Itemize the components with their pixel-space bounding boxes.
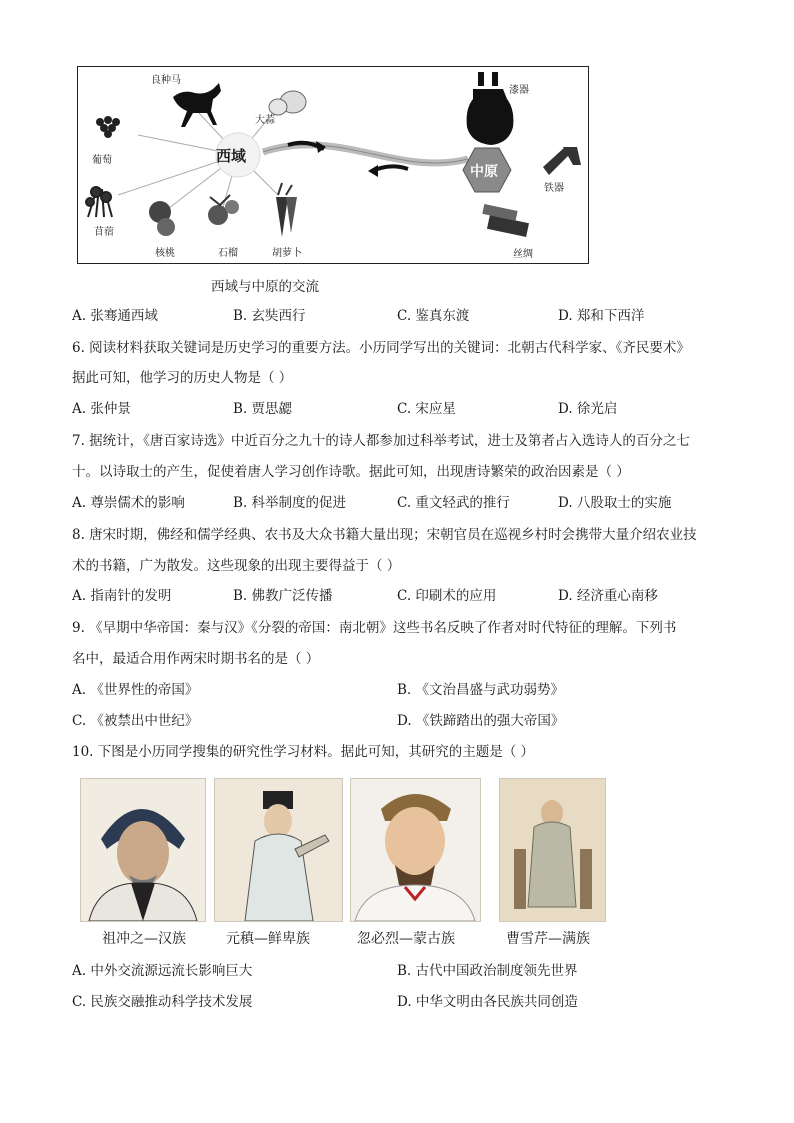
- q6-option-b[interactable]: B. 贾思勰: [233, 401, 293, 417]
- label-walnut: 核桃: [155, 248, 175, 259]
- carrot-icon: [276, 183, 297, 237]
- caption-zu-chongzhi: 祖冲之—汉族: [102, 931, 186, 947]
- q10-option-b[interactable]: B. 古代中国政治制度领先世界: [397, 963, 578, 979]
- label-garlic: 大蒜: [255, 115, 275, 126]
- q6-stem-line2: 据此可知，他学习的历史人物是（ ）: [72, 370, 293, 386]
- q6-option-c[interactable]: C. 宋应星: [397, 401, 456, 417]
- pomegranate-icon: [208, 195, 239, 225]
- q10-option-c[interactable]: C. 民族交融推动科学技术发展: [72, 994, 253, 1010]
- q8-stem-line1: 8. 唐宋时期，佛经和儒学经典、农书及大众书籍大量出现；宋朝官员在巡视乡村时会携带大量介绍农业技: [72, 527, 697, 543]
- grape-icon: [96, 116, 120, 138]
- label-pomegranate: 石榴: [218, 248, 238, 259]
- exchange-diagram: [77, 66, 589, 264]
- q8-option-b[interactable]: B. 佛教广泛传播: [233, 588, 333, 604]
- label-silk: 丝绸: [513, 249, 533, 260]
- label-central-plains: 中原: [470, 164, 498, 180]
- q7-option-d[interactable]: D. 八股取士的实施: [558, 495, 672, 511]
- label-carrot: 胡萝卜: [272, 248, 302, 259]
- caption-kublai-khan: 忽必烈—蒙古族: [357, 931, 455, 947]
- q6-option-a[interactable]: A. 张仲景: [72, 401, 131, 417]
- q5-option-b[interactable]: B. 玄奘西行: [233, 308, 306, 324]
- label-alfalfa: 苜蓿: [94, 227, 114, 238]
- q9-option-d[interactable]: D. 《铁蹄踏出的强大帝国》: [397, 713, 565, 729]
- q8-option-a[interactable]: A. 指南针的发明: [72, 588, 172, 604]
- label-lacquer: 漆器: [509, 85, 529, 96]
- q9-option-b[interactable]: B. 《文治昌盛与武功弱势》: [397, 682, 565, 698]
- q5-option-a[interactable]: A. 张骞通西域: [72, 308, 158, 324]
- silk-icon: [482, 204, 529, 237]
- q9-stem-line1: 9. 《早期中华帝国：秦与汉》《分裂的帝国：南北朝》这些书名反映了作者对时代特征的理解。下列书: [72, 620, 677, 636]
- caption-yuan-zhen: 元稹—鲜卑族: [226, 931, 310, 947]
- q6-stem-line1: 6. 阅读材料获取关键词是历史学习的重要方法。小历同学写出的关键词：北朝古代科学家、《齐民要术》: [72, 340, 690, 356]
- figure-caption: 西域与中原的交流: [211, 279, 319, 295]
- q7-stem-line2: 十。以诗取士的产生，促使着唐人学习创作诗歌。据此可知，出现唐诗繁荣的政治因素是（ ）: [72, 464, 630, 480]
- q9-stem-line2: 名中，最适合用作两宋时期书名的是（ ）: [72, 651, 320, 667]
- caption-cao-xueqin: 曹雪芹—满族: [506, 931, 590, 947]
- q7-option-c[interactable]: C. 重文轻武的推行: [397, 495, 510, 511]
- q6-option-d[interactable]: D. 徐光启: [558, 401, 618, 417]
- exchange-diagram-art: [78, 67, 588, 263]
- q7-option-b[interactable]: B. 科举制度的促进: [233, 495, 347, 511]
- portrait-kublai-khan: [350, 778, 481, 922]
- label-horse: 良种马: [151, 75, 181, 86]
- q7-option-a[interactable]: A. 尊崇儒术的影响: [72, 495, 185, 511]
- horse-icon: [173, 83, 221, 127]
- q10-option-a[interactable]: A. 中外交流源远流长影响巨大: [72, 963, 253, 979]
- alfalfa-icon: [86, 187, 112, 217]
- q8-option-d[interactable]: D. 经济重心南移: [558, 588, 658, 604]
- portrait-yuan-zhen: [214, 778, 343, 922]
- q10-option-d[interactable]: D. 中华文明由各民族共同创造: [397, 994, 578, 1010]
- label-iron: 铁器: [544, 183, 564, 194]
- lacquer-vessel-icon: [467, 72, 514, 145]
- iron-tools-icon: [543, 147, 581, 175]
- portrait-cao-xueqin: [499, 778, 606, 922]
- q8-option-c[interactable]: C. 印刷术的应用: [397, 588, 497, 604]
- q5-option-d[interactable]: D. 郑和下西洋: [558, 308, 645, 324]
- q8-stem-line2: 术的书籍，广为散发。这些现象的出现主要得益于（ ）: [72, 558, 401, 574]
- label-western-regions: 西域: [216, 147, 247, 165]
- q7-stem-line1: 7. 据统计，《唐百家诗选》中近百分之九十的诗人都参加过科举考试，进士及第者占入选诗人的百分之七: [72, 433, 690, 449]
- q5-option-c[interactable]: C. 鉴真东渡: [397, 308, 470, 324]
- q9-option-a[interactable]: A. 《世界性的帝国》: [72, 682, 199, 698]
- q10-stem: 10. 下图是小历同学搜集的研究性学习材料。据此可知，其研究的主题是（ ）: [72, 744, 535, 760]
- portrait-zu-chongzhi: [80, 778, 206, 922]
- label-grape: 葡萄: [92, 155, 112, 166]
- q9-option-c[interactable]: C. 《被禁出中世纪》: [72, 713, 199, 729]
